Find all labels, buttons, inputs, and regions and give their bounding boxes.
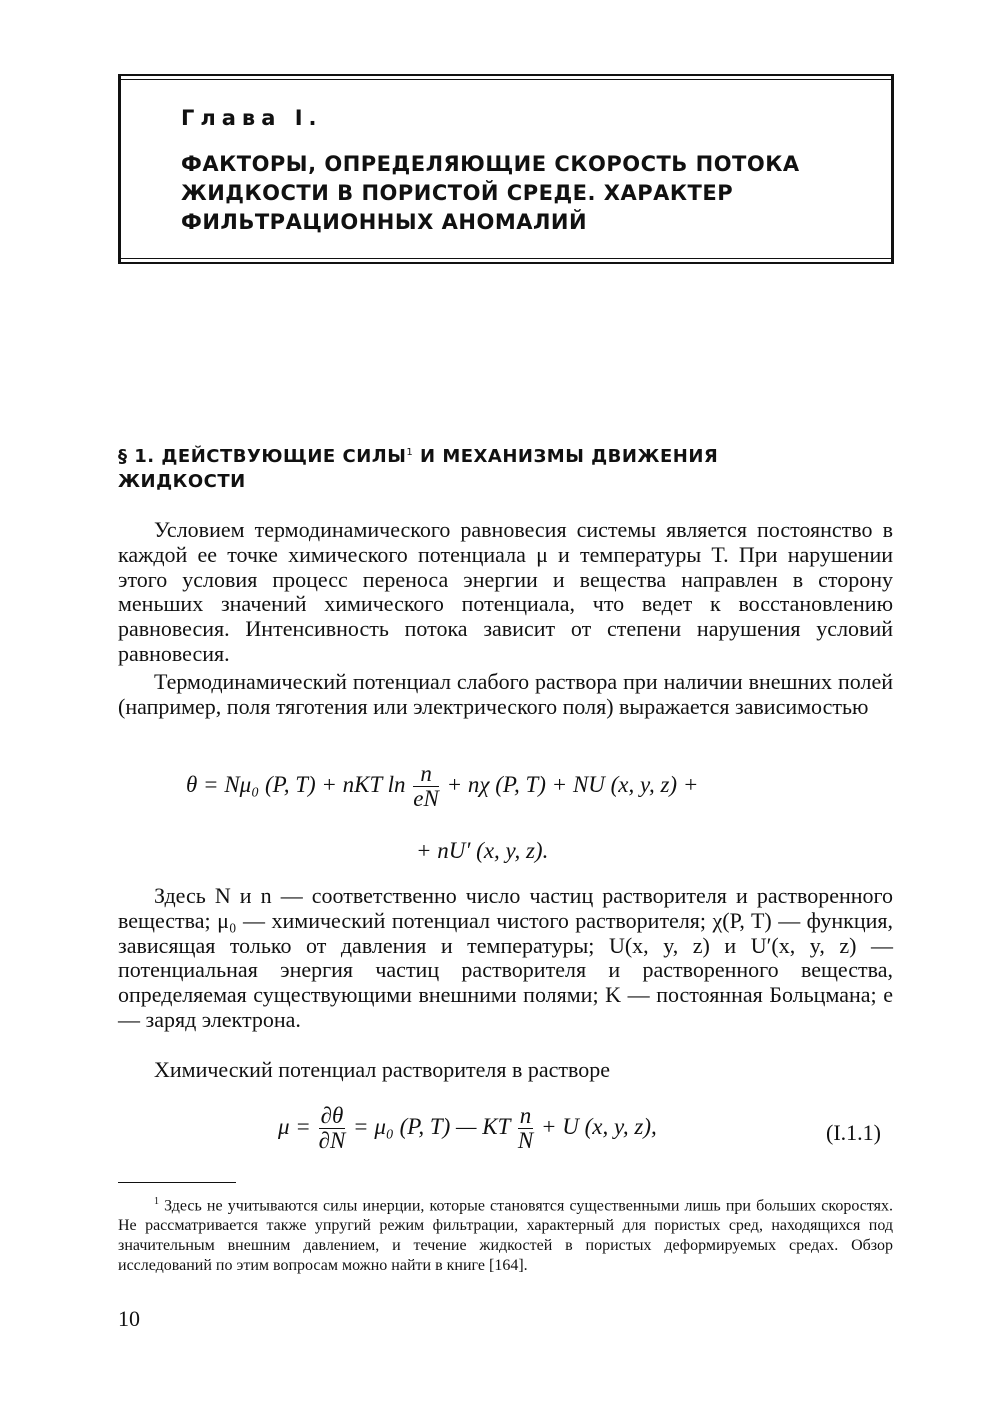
formula-2-frac2-num: n xyxy=(519,1103,532,1128)
chapter-label: Глава I. xyxy=(181,106,323,130)
formula-2-lhs: μ = xyxy=(278,1113,311,1139)
footnote-text: Здесь не учитываются силы инерции, которые становятся существенными лишь при больших скоростях. Не рассматривается также упругий режим фильтрации, характерный для пористых сред, находящихся под значительным внешним давлением, и течение жидкостей в пористых деформируемых средах. Обзор исследований по этим вопросам можно найти в книге [164]. xyxy=(118,1197,893,1275)
section-title xyxy=(118,440,738,494)
section-title-part2: И МЕХАНИЗМЫ ДВИЖЕНИЯ ЖИДКОСТИ xyxy=(118,446,719,492)
formula-1-frac-den: eN xyxy=(413,786,439,811)
page-number: 10 xyxy=(118,1306,140,1331)
paragraph-3-text: Здесь N и n — соответственно число частиц растворителя и растворенного вещества; μ₀ — химический потенциал чистого растворителя; χ(P, T) — функция, зависящая только от давления и температуры; U(x, y, z) и U′(x, y, z) — потенциальная энергия частиц растворителя и растворенного вещества, определяемая существующими внешними полями; K — постоянная Больцмана; e — заряд электрона. xyxy=(118,883,893,1032)
formula-2-frac1-num: ∂θ xyxy=(319,1104,346,1129)
paragraph-4-text: Химический потенциал растворителя в растворе xyxy=(154,1057,611,1082)
equation-number: (I.1.1) xyxy=(826,1120,881,1145)
paragraph-4 xyxy=(118,1058,893,1083)
chapter-title: ФАКТОРЫ, ОПРЕДЕЛЯЮЩИЕ СКОРОСТЬ ПОТОКА ЖИДКОСТИ В ПОРИСТОЙ СРЕДЕ. ХАРАКТЕР ФИЛЬТРАЦИОННЫХ АНОМАЛИЙ xyxy=(181,152,800,234)
section-footnote-mark: 1 xyxy=(406,447,414,458)
footnote-mark: 1 xyxy=(154,1196,159,1207)
footnote xyxy=(118,1192,893,1276)
formula-2-fraction-1 xyxy=(319,1104,346,1153)
formula-1-frac-num: n xyxy=(413,762,439,787)
paragraph-2 xyxy=(118,670,893,720)
formula-2-right: + U (x, y, z), xyxy=(540,1113,657,1139)
formula-1-right: + nχ (P, T) + NU (x, y, z) + xyxy=(446,771,699,797)
formula-2 xyxy=(278,1104,657,1153)
paragraph-3 xyxy=(118,884,893,1033)
formula-1-line-1 xyxy=(186,762,698,811)
chapter-header-box xyxy=(118,74,894,264)
formula-2-frac2-den: N xyxy=(517,1128,534,1153)
paragraph-2-text: Термодинамический потенциал слабого раствора при наличии внешних полей (например, поля тяготения или электрического поля) выражается зависимостью xyxy=(118,669,893,719)
footnote-divider xyxy=(118,1182,236,1183)
formula-2-frac1-den: ∂N xyxy=(318,1128,346,1153)
formula-2-fraction-2 xyxy=(518,1104,534,1153)
formula-2-mid: = μ₀ (P, T) — KT xyxy=(353,1113,510,1139)
section-title-part1: § 1. ДЕЙСТВУЮЩИЕ СИЛЫ xyxy=(118,446,407,467)
paragraph-1 xyxy=(118,518,893,667)
formula-1-left: θ = Nμ₀ (P, T) + nKT ln xyxy=(186,771,406,797)
formula-1-line-2: + nU′ (x, y, z). xyxy=(416,838,549,863)
formula-1-fraction xyxy=(413,762,439,811)
paragraph-1-text: Условием термодинамического равновесия системы является постоянство в каждой ее точке химического потенциала μ и температуры T. При нарушении этого условия процесс переноса энергии и вещества направлен в сторону меньших значений химического потенциала, что ведет к восстановлению равновесия. Интенсивность потока зависит от степени нарушения условий равновесия. xyxy=(118,517,893,666)
